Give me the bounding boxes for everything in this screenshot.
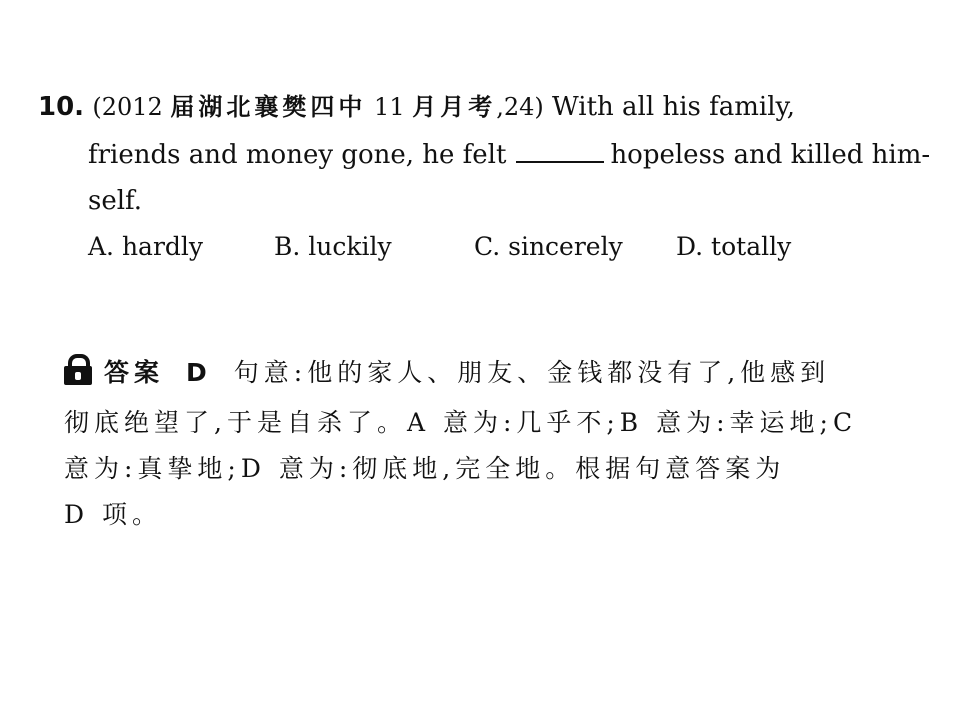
question-text-line-1: With all his family, bbox=[552, 92, 796, 122]
answer-choice: D bbox=[186, 358, 212, 387]
answer-line-3: 意为:真挚地;D 意为:彻底地,完全地。根据句意答案为 bbox=[64, 454, 786, 483]
option-b: B. luckily bbox=[274, 232, 392, 261]
source-tail: ,24) bbox=[496, 93, 544, 121]
question-text-after-blank: hopeless and killed him- bbox=[610, 140, 931, 170]
question-text-before-blank: friends and money gone, he felt bbox=[88, 140, 507, 170]
option-c: C. sincerely bbox=[474, 232, 623, 261]
answer-text-line-1: 句意:他的家人、朋友、金钱都没有了,他感到 bbox=[233, 358, 831, 387]
source-month-num: 11 bbox=[366, 93, 413, 121]
question-text-line-3: self. bbox=[88, 186, 143, 216]
answer-label: 答案 bbox=[104, 358, 165, 387]
source-open-paren: ( bbox=[92, 93, 102, 121]
answer-line-2: 彻底绝望了,于是自杀了。A 意为:几乎不;B 意为:幸运地;C bbox=[64, 408, 858, 437]
source-year: 2012 bbox=[101, 93, 171, 121]
question-number: 10. bbox=[38, 92, 85, 122]
answer-blank bbox=[516, 139, 604, 163]
answer-line-1 bbox=[64, 356, 830, 390]
question-line-3 bbox=[88, 184, 142, 218]
source-month: 月月考 bbox=[412, 93, 497, 121]
option-d: D. totally bbox=[676, 232, 792, 261]
lock-open-icon bbox=[64, 356, 94, 384]
question-line-1 bbox=[38, 90, 795, 124]
question-line-2 bbox=[88, 138, 930, 172]
answer-line-4: D 项。 bbox=[64, 500, 162, 529]
source-school: 届湖北襄樊四中 bbox=[170, 93, 367, 121]
option-a: A. hardly bbox=[88, 232, 204, 261]
question-source bbox=[92, 93, 543, 121]
